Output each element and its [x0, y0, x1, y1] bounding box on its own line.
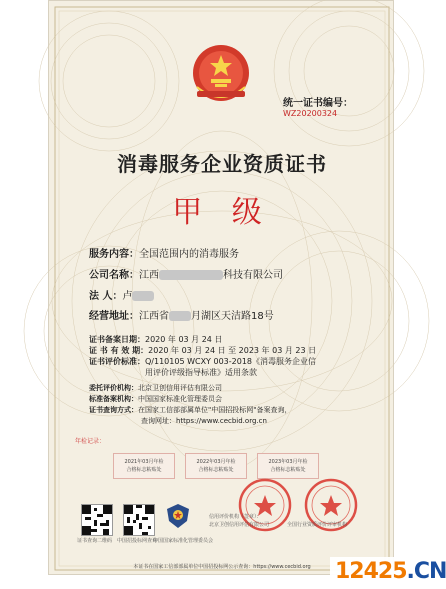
national-emblem-icon [189, 41, 253, 105]
seal-2-caption: 全国行业资质评价评审机构 [287, 522, 348, 528]
record-date-row [89, 334, 222, 345]
standard-value-2: 用评价评级指导标准》适用条款 [145, 368, 257, 377]
annual-record-label: 年检记录： [75, 438, 106, 445]
eval-org-row [89, 383, 222, 393]
scope-row [89, 245, 239, 260]
qr2-caption: 中国招投标网查询 [117, 538, 158, 544]
watermark-part-2: .CN [406, 559, 446, 584]
query-label: 证书查询方式： [89, 406, 138, 414]
qr-code-icon [81, 504, 113, 536]
record-date-value: 2020 年 03 月 24 日 [145, 335, 223, 344]
standard-value-1: Q/110105 WCXY 003-2018《消毒服务企业信 [145, 357, 316, 366]
police-badge-icon [165, 503, 191, 529]
address-suffix: 月湖区天洁路18号 [191, 311, 274, 322]
eval-org-value: 北京卫创信用评估有限公司 [138, 384, 222, 392]
footer-note: 本证书在国家工信部部属单位中国招投标网公示查询：https://www.cecbid.org [133, 564, 311, 570]
certificate-grade: 甲 级 [172, 195, 272, 230]
validity-row [89, 345, 316, 356]
annual-box-line2: 合格标志粘贴处 [270, 467, 306, 473]
std-org-value: 中国国家标准化管理委员会 [138, 395, 222, 403]
annual-box-2022 [185, 453, 247, 479]
scope-label: 服务内容： [89, 249, 139, 260]
query-value-2: 查询网址：https://www.cecbid.org.cn [141, 417, 267, 425]
annual-box-line1: 2021年03月年检 [124, 459, 164, 465]
watermark-part-1: 12425 [335, 559, 407, 584]
standard-label: 证书评价标准： [89, 357, 145, 366]
qr-code-icon [123, 504, 155, 536]
legal-value: 卢 [122, 291, 133, 302]
query-value-1: 在国家工信部部属单位"中国招投标网"备案查询， [138, 406, 292, 414]
serial-number-value: WZ20200324 [283, 109, 338, 118]
redacted-block [132, 291, 154, 301]
std-org-label: 标准备案机构： [89, 395, 138, 403]
query-row [89, 405, 291, 415]
company-label: 公司名称： [89, 270, 139, 281]
company-row [89, 266, 283, 281]
seal-1-sub: 北京卫创信用评估有限公司 [209, 522, 270, 528]
legal-row [89, 287, 154, 302]
scope-value: 全国范围内的消毒服务 [139, 249, 239, 260]
standard-row [89, 356, 316, 367]
annual-box-line1: 2022年03月年检 [196, 459, 236, 465]
address-row [89, 307, 274, 322]
certificate-title: 消毒服务企业资质证书 [117, 152, 327, 176]
annual-box-line2: 合格标志粘贴处 [198, 467, 234, 473]
address-prefix: 江西省 [139, 311, 169, 322]
annual-box-line2: 合格标志粘贴处 [126, 467, 162, 473]
standard-logo-caption: 中国国家标准化管理委员会 [153, 538, 214, 544]
serial-number-label: 统一证书编号： [283, 98, 353, 109]
annual-box-line1: 2023年03月年检 [268, 459, 308, 465]
record-date-label: 证书备案日期： [89, 335, 145, 344]
redacted-block [159, 270, 223, 280]
seal-1-caption: 信用评价机构（签章）： [209, 514, 262, 520]
address-label: 经营地址： [89, 311, 139, 322]
redacted-block [169, 311, 191, 321]
certificate [48, 0, 394, 575]
company-suffix: 科技有限公司 [223, 270, 283, 281]
watermark-text [335, 559, 446, 584]
annual-box-2021 [113, 453, 175, 479]
std-org-row [89, 394, 222, 404]
legal-label: 法 人： [89, 291, 123, 302]
qr1-caption: 证书查询二维码 [77, 538, 113, 544]
validity-label: 证 书 有 效 期： [89, 346, 149, 355]
validity-value: 2020 年 03 月 24 日 至 2023 年 03 月 23 日 [148, 346, 317, 355]
eval-org-label: 委托评价机构： [89, 384, 138, 392]
company-prefix: 江西 [139, 270, 159, 281]
annual-box-2023 [257, 453, 319, 479]
